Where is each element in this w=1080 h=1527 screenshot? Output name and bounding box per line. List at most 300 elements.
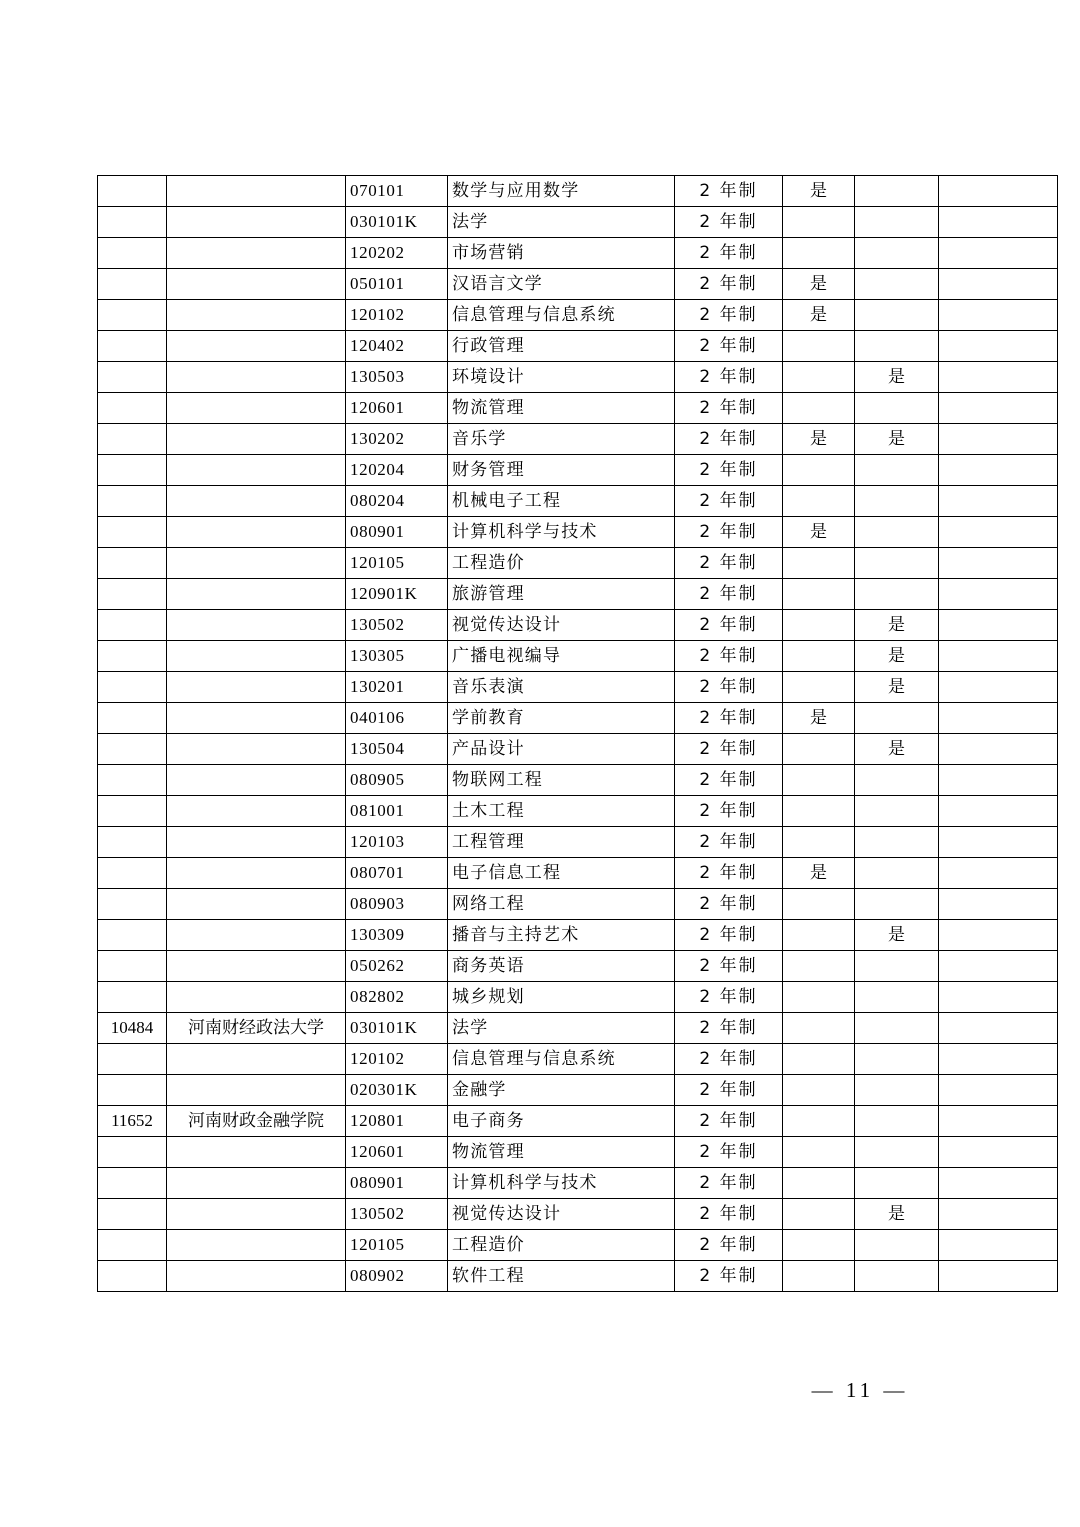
cell-institution-code (98, 238, 167, 269)
cell-institution-name (167, 207, 346, 238)
cell-major-code: 120102 (346, 1044, 448, 1075)
cell-flag-one (783, 393, 855, 424)
cell-flag-one (783, 1075, 855, 1106)
cell-flag-three (939, 982, 1058, 1013)
cell-flag-three (939, 1013, 1058, 1044)
cell-duration: 2 年制 (675, 951, 783, 982)
cell-major-name: 行政管理 (448, 331, 675, 362)
cell-institution-code (98, 548, 167, 579)
cell-major-code: 080901 (346, 1168, 448, 1199)
cell-major-name: 城乡规划 (448, 982, 675, 1013)
cell-institution-code (98, 393, 167, 424)
cell-flag-one (783, 1013, 855, 1044)
table-row (98, 703, 1058, 734)
cell-flag-one (783, 579, 855, 610)
cell-flag-two (855, 1137, 939, 1168)
cell-flag-two (855, 207, 939, 238)
cell-major-name: 播音与主持艺术 (448, 920, 675, 951)
table-row (98, 889, 1058, 920)
cell-duration: 2 年制 (675, 1075, 783, 1106)
cell-major-code: 120102 (346, 300, 448, 331)
cell-duration: 2 年制 (675, 486, 783, 517)
cell-major-code: 120103 (346, 827, 448, 858)
cell-institution-name (167, 982, 346, 1013)
cell-flag-three (939, 858, 1058, 889)
cell-institution-code: 11652 (98, 1106, 167, 1137)
table-row (98, 517, 1058, 548)
cell-flag-three (939, 238, 1058, 269)
cell-institution-code (98, 1230, 167, 1261)
cell-flag-one (783, 1106, 855, 1137)
cell-major-name: 视觉传达设计 (448, 1199, 675, 1230)
cell-flag-two (855, 765, 939, 796)
cell-institution-name (167, 1075, 346, 1106)
cell-flag-three (939, 920, 1058, 951)
cell-institution-code (98, 1261, 167, 1292)
cell-institution-code (98, 889, 167, 920)
cell-major-name: 音乐学 (448, 424, 675, 455)
page-footer (0, 1378, 1080, 1403)
cell-institution-code (98, 207, 167, 238)
cell-major-name: 物联网工程 (448, 765, 675, 796)
cell-flag-two (855, 579, 939, 610)
cell-duration: 2 年制 (675, 176, 783, 207)
cell-major-name: 土木工程 (448, 796, 675, 827)
cell-flag-one (783, 1137, 855, 1168)
cell-major-name: 物流管理 (448, 393, 675, 424)
cell-flag-one: 是 (783, 703, 855, 734)
table-row (98, 858, 1058, 889)
cell-flag-three (939, 1137, 1058, 1168)
cell-major-code: 130309 (346, 920, 448, 951)
cell-institution-name (167, 1168, 346, 1199)
cell-flag-two: 是 (855, 362, 939, 393)
cell-major-code: 080204 (346, 486, 448, 517)
cell-flag-one (783, 362, 855, 393)
cell-flag-three (939, 517, 1058, 548)
cell-institution-code (98, 331, 167, 362)
cell-institution-code (98, 362, 167, 393)
cell-flag-two (855, 1013, 939, 1044)
cell-flag-one (783, 548, 855, 579)
cell-institution-code (98, 641, 167, 672)
cell-major-code: 080903 (346, 889, 448, 920)
cell-major-code: 030101K (346, 207, 448, 238)
cell-duration: 2 年制 (675, 1261, 783, 1292)
cell-flag-one (783, 486, 855, 517)
cell-duration: 2 年制 (675, 610, 783, 641)
cell-institution-name (167, 641, 346, 672)
cell-flag-three (939, 1230, 1058, 1261)
cell-major-code: 070101 (346, 176, 448, 207)
table-row (98, 393, 1058, 424)
cell-major-code: 082802 (346, 982, 448, 1013)
cell-duration: 2 年制 (675, 331, 783, 362)
cell-institution-name (167, 1137, 346, 1168)
cell-flag-two (855, 269, 939, 300)
cell-major-code: 120105 (346, 548, 448, 579)
cell-flag-three (939, 765, 1058, 796)
cell-institution-code (98, 610, 167, 641)
cell-major-name: 法学 (448, 207, 675, 238)
cell-institution-code (98, 703, 167, 734)
cell-institution-name (167, 1230, 346, 1261)
cell-flag-two: 是 (855, 1199, 939, 1230)
page-number: — 11 — (811, 1378, 909, 1402)
cell-flag-one (783, 455, 855, 486)
cell-flag-two (855, 1230, 939, 1261)
cell-institution-code (98, 455, 167, 486)
cell-flag-three (939, 1075, 1058, 1106)
table-row (98, 827, 1058, 858)
cell-flag-two (855, 393, 939, 424)
cell-major-name: 工程管理 (448, 827, 675, 858)
cell-major-name: 商务英语 (448, 951, 675, 982)
table-row (98, 1199, 1058, 1230)
cell-major-code: 130503 (346, 362, 448, 393)
cell-flag-two (855, 455, 939, 486)
cell-institution-name (167, 424, 346, 455)
cell-institution-name (167, 300, 346, 331)
cell-flag-two (855, 1261, 939, 1292)
table-row (98, 982, 1058, 1013)
cell-flag-one (783, 1230, 855, 1261)
cell-flag-three (939, 1199, 1058, 1230)
table-row (98, 238, 1058, 269)
cell-flag-one: 是 (783, 300, 855, 331)
cell-institution-name (167, 579, 346, 610)
cell-duration: 2 年制 (675, 1137, 783, 1168)
cell-institution-code (98, 486, 167, 517)
cell-flag-one (783, 1261, 855, 1292)
cell-flag-one (783, 765, 855, 796)
cell-major-code: 130502 (346, 1199, 448, 1230)
cell-flag-one (783, 1044, 855, 1075)
cell-major-name: 数学与应用数学 (448, 176, 675, 207)
cell-flag-one (783, 672, 855, 703)
cell-flag-three (939, 641, 1058, 672)
cell-flag-one (783, 951, 855, 982)
cell-institution-name (167, 238, 346, 269)
cell-flag-one: 是 (783, 858, 855, 889)
majors-table (97, 175, 1058, 1292)
cell-duration: 2 年制 (675, 269, 783, 300)
cell-duration: 2 年制 (675, 982, 783, 1013)
table-row (98, 641, 1058, 672)
cell-flag-one (783, 889, 855, 920)
cell-major-name: 学前教育 (448, 703, 675, 734)
cell-institution-code (98, 982, 167, 1013)
table-row (98, 1168, 1058, 1199)
cell-institution-name (167, 765, 346, 796)
cell-institution-code (98, 1044, 167, 1075)
cell-flag-three (939, 610, 1058, 641)
cell-institution-code (98, 920, 167, 951)
table-row (98, 486, 1058, 517)
cell-duration: 2 年制 (675, 393, 783, 424)
cell-institution-code (98, 300, 167, 331)
table-row (98, 734, 1058, 765)
cell-major-name: 视觉传达设计 (448, 610, 675, 641)
cell-institution-name (167, 734, 346, 765)
cell-duration: 2 年制 (675, 796, 783, 827)
cell-duration: 2 年制 (675, 1013, 783, 1044)
cell-major-name: 机械电子工程 (448, 486, 675, 517)
cell-major-name: 市场营销 (448, 238, 675, 269)
table-row (98, 548, 1058, 579)
cell-flag-two (855, 858, 939, 889)
cell-institution-code (98, 858, 167, 889)
cell-duration: 2 年制 (675, 455, 783, 486)
cell-flag-three (939, 734, 1058, 765)
cell-major-name: 音乐表演 (448, 672, 675, 703)
cell-institution-name (167, 703, 346, 734)
cell-major-code: 080902 (346, 1261, 448, 1292)
cell-flag-one (783, 1168, 855, 1199)
majors-table-body (98, 176, 1058, 1292)
cell-institution-code (98, 1168, 167, 1199)
cell-duration: 2 年制 (675, 424, 783, 455)
cell-major-name: 物流管理 (448, 1137, 675, 1168)
cell-flag-three (939, 672, 1058, 703)
cell-major-code: 020301K (346, 1075, 448, 1106)
cell-flag-two (855, 300, 939, 331)
cell-major-name: 网络工程 (448, 889, 675, 920)
cell-institution-code (98, 796, 167, 827)
cell-major-name: 信息管理与信息系统 (448, 300, 675, 331)
cell-flag-one (783, 1199, 855, 1230)
cell-major-code: 120601 (346, 1137, 448, 1168)
cell-flag-two: 是 (855, 734, 939, 765)
cell-flag-one: 是 (783, 269, 855, 300)
cell-flag-three (939, 207, 1058, 238)
cell-institution-code (98, 424, 167, 455)
cell-flag-two (855, 951, 939, 982)
cell-institution-code (98, 1199, 167, 1230)
cell-duration: 2 年制 (675, 765, 783, 796)
cell-major-code: 130504 (346, 734, 448, 765)
cell-major-name: 电子信息工程 (448, 858, 675, 889)
cell-duration: 2 年制 (675, 858, 783, 889)
cell-flag-two: 是 (855, 920, 939, 951)
cell-flag-one (783, 734, 855, 765)
cell-major-code: 120202 (346, 238, 448, 269)
cell-major-name: 产品设计 (448, 734, 675, 765)
cell-major-name: 环境设计 (448, 362, 675, 393)
table-row (98, 1106, 1058, 1137)
cell-duration: 2 年制 (675, 1168, 783, 1199)
cell-duration: 2 年制 (675, 734, 783, 765)
cell-flag-one: 是 (783, 517, 855, 548)
cell-institution-name (167, 362, 346, 393)
cell-duration: 2 年制 (675, 1106, 783, 1137)
cell-flag-three (939, 331, 1058, 362)
table-row (98, 951, 1058, 982)
table-row (98, 362, 1058, 393)
cell-major-name: 旅游管理 (448, 579, 675, 610)
cell-major-code: 130305 (346, 641, 448, 672)
cell-institution-name (167, 331, 346, 362)
cell-duration: 2 年制 (675, 1230, 783, 1261)
cell-flag-two: 是 (855, 672, 939, 703)
cell-institution-name (167, 176, 346, 207)
cell-flag-three (939, 1044, 1058, 1075)
cell-institution-code (98, 517, 167, 548)
cell-duration: 2 年制 (675, 207, 783, 238)
cell-major-code: 080701 (346, 858, 448, 889)
cell-duration: 2 年制 (675, 548, 783, 579)
table-row (98, 1137, 1058, 1168)
cell-major-name: 广播电视编导 (448, 641, 675, 672)
cell-institution-name (167, 455, 346, 486)
cell-institution-name (167, 1261, 346, 1292)
cell-major-code: 120601 (346, 393, 448, 424)
table-row (98, 455, 1058, 486)
table-row (98, 1230, 1058, 1261)
cell-institution-code: 10484 (98, 1013, 167, 1044)
cell-major-code: 130201 (346, 672, 448, 703)
table-row (98, 424, 1058, 455)
cell-flag-three (939, 424, 1058, 455)
cell-flag-two: 是 (855, 641, 939, 672)
cell-flag-two (855, 796, 939, 827)
cell-major-name: 计算机科学与技术 (448, 1168, 675, 1199)
cell-flag-two: 是 (855, 424, 939, 455)
majors-table-container (97, 175, 991, 1292)
table-row (98, 1044, 1058, 1075)
cell-flag-two (855, 176, 939, 207)
cell-major-code: 050262 (346, 951, 448, 982)
cell-duration: 2 年制 (675, 1044, 783, 1075)
cell-duration: 2 年制 (675, 827, 783, 858)
cell-duration: 2 年制 (675, 672, 783, 703)
cell-institution-name (167, 1044, 346, 1075)
cell-institution-code (98, 765, 167, 796)
cell-flag-two (855, 238, 939, 269)
cell-flag-one: 是 (783, 424, 855, 455)
cell-institution-name (167, 672, 346, 703)
cell-institution-name: 河南财经政法大学 (167, 1013, 346, 1044)
cell-flag-three (939, 362, 1058, 393)
cell-institution-code (98, 1137, 167, 1168)
cell-duration: 2 年制 (675, 300, 783, 331)
cell-major-code: 120105 (346, 1230, 448, 1261)
cell-institution-name (167, 269, 346, 300)
table-row (98, 300, 1058, 331)
cell-flag-two (855, 1106, 939, 1137)
cell-major-code: 120901K (346, 579, 448, 610)
cell-major-name: 金融学 (448, 1075, 675, 1106)
cell-institution-name (167, 889, 346, 920)
table-row (98, 672, 1058, 703)
cell-flag-one (783, 207, 855, 238)
cell-duration: 2 年制 (675, 362, 783, 393)
cell-flag-two (855, 1168, 939, 1199)
cell-flag-two (855, 703, 939, 734)
cell-flag-three (939, 548, 1058, 579)
cell-institution-name (167, 486, 346, 517)
cell-institution-code (98, 176, 167, 207)
cell-flag-two: 是 (855, 610, 939, 641)
cell-major-code: 120801 (346, 1106, 448, 1137)
cell-duration: 2 年制 (675, 1199, 783, 1230)
cell-major-name: 财务管理 (448, 455, 675, 486)
cell-flag-three (939, 486, 1058, 517)
cell-institution-code (98, 269, 167, 300)
cell-flag-three (939, 889, 1058, 920)
cell-institution-code (98, 1075, 167, 1106)
cell-flag-two (855, 827, 939, 858)
cell-institution-name (167, 796, 346, 827)
cell-flag-three (939, 300, 1058, 331)
cell-major-name: 汉语言文学 (448, 269, 675, 300)
cell-major-code: 120204 (346, 455, 448, 486)
cell-major-name: 法学 (448, 1013, 675, 1044)
cell-major-name: 软件工程 (448, 1261, 675, 1292)
cell-flag-two (855, 889, 939, 920)
cell-flag-three (939, 1106, 1058, 1137)
cell-institution-code (98, 579, 167, 610)
cell-major-code: 130202 (346, 424, 448, 455)
cell-duration: 2 年制 (675, 703, 783, 734)
cell-flag-one (783, 641, 855, 672)
table-row (98, 1075, 1058, 1106)
cell-duration: 2 年制 (675, 641, 783, 672)
cell-flag-two (855, 1075, 939, 1106)
cell-flag-three (939, 393, 1058, 424)
cell-flag-one (783, 827, 855, 858)
cell-flag-three (939, 176, 1058, 207)
table-row (98, 1013, 1058, 1044)
cell-flag-one (783, 920, 855, 951)
cell-flag-one (783, 331, 855, 362)
cell-institution-code (98, 951, 167, 982)
cell-flag-one (783, 982, 855, 1013)
cell-duration: 2 年制 (675, 889, 783, 920)
cell-duration: 2 年制 (675, 238, 783, 269)
cell-flag-two (855, 548, 939, 579)
cell-major-code: 130502 (346, 610, 448, 641)
cell-major-name: 计算机科学与技术 (448, 517, 675, 548)
cell-institution-name (167, 1199, 346, 1230)
cell-flag-three (939, 1168, 1058, 1199)
cell-institution-name: 河南财政金融学院 (167, 1106, 346, 1137)
cell-institution-name (167, 393, 346, 424)
cell-institution-name (167, 827, 346, 858)
table-row (98, 176, 1058, 207)
cell-major-code: 120402 (346, 331, 448, 362)
cell-flag-three (939, 951, 1058, 982)
cell-institution-name (167, 858, 346, 889)
table-row (98, 207, 1058, 238)
cell-flag-three (939, 703, 1058, 734)
cell-flag-three (939, 827, 1058, 858)
table-row (98, 1261, 1058, 1292)
cell-major-code: 081001 (346, 796, 448, 827)
cell-institution-code (98, 827, 167, 858)
cell-flag-three (939, 1261, 1058, 1292)
cell-flag-two (855, 1044, 939, 1075)
table-row (98, 796, 1058, 827)
cell-duration: 2 年制 (675, 920, 783, 951)
cell-duration: 2 年制 (675, 517, 783, 548)
cell-major-code: 030101K (346, 1013, 448, 1044)
cell-major-code: 040106 (346, 703, 448, 734)
cell-flag-two (855, 486, 939, 517)
cell-flag-one (783, 796, 855, 827)
table-row (98, 579, 1058, 610)
cell-flag-one (783, 610, 855, 641)
